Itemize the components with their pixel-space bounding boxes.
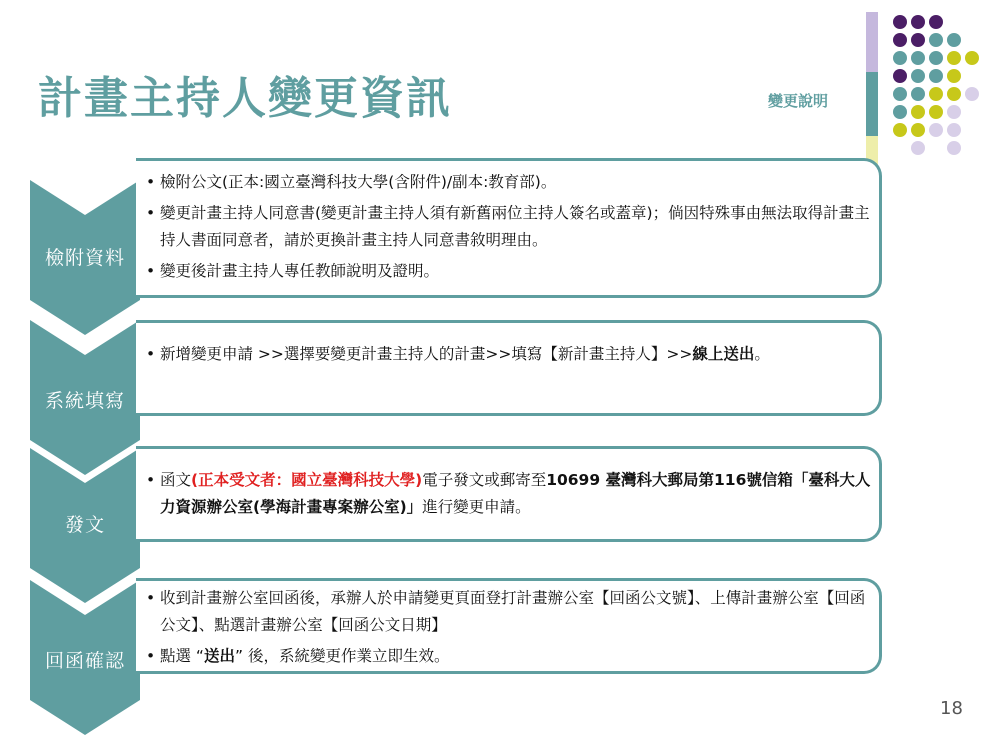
list-item — [146, 643, 871, 670]
list-item: • 收到計畫辦公室回函後，承辦人於申請變更頁面登打計畫辦公室【回函公文號】、上傳計畫辦公室【回函公文】、點選計畫辦公室【回函公文日期】 — [146, 585, 871, 639]
item-text: 電子發文或郵寄至 — [422, 471, 547, 489]
item-text: 進行變更申請。 — [422, 498, 531, 516]
decorative-dot-grid — [890, 14, 990, 164]
item-text: ” 後，系統變更作業立即生效。 — [234, 647, 450, 665]
decor-bar-lavender — [866, 12, 878, 72]
emphasis-text: 線上送出 — [692, 345, 755, 363]
step-box-3 — [136, 446, 882, 542]
item-text: 點選 “ — [160, 647, 204, 665]
list-item: • 變更計畫主持人同意書(變更計畫主持人須有新舊兩位主持人簽名或蓋章)；倘因特殊事由無法取得計畫主持人書面同意者，請於更換計畫主持人同意書敘明理由。 — [146, 200, 871, 254]
step-box-1 — [136, 158, 882, 298]
step-label-1: 檢附資料 — [44, 247, 125, 269]
list-item: • 檢附公文(正本:國立臺灣科技大學(含附件)/副本:教育部)。 — [146, 169, 871, 196]
list-item: • 變更後計畫主持人專任教師說明及證明。 — [146, 258, 871, 285]
step-label-3: 發文 — [64, 514, 105, 536]
page-title: 計畫主持人變更資訊 — [38, 73, 452, 124]
emphasis-text: 送出 — [203, 647, 235, 665]
step-box-2 — [136, 320, 882, 416]
mailing-address: 10699 臺灣科大郵局第116號信箱「臺科大人力資源辦公室(學海計畫專案辦公室)」 — [160, 471, 871, 516]
step-label-2: 系統填寫 — [44, 390, 125, 412]
item-text: 。 — [754, 345, 770, 363]
recipient-highlight: (正本受文者：國立臺灣科技大學) — [191, 471, 423, 489]
item-text: 新增變更申請 >>選擇要變更計畫主持人的計畫>>填寫【新計畫主持人】>> — [160, 345, 693, 363]
list-item — [146, 341, 871, 368]
step-label-4: 回函確認 — [44, 650, 125, 672]
page-number: 18 — [940, 698, 963, 719]
item-text: 函文 — [160, 471, 192, 489]
page-subtitle: 變更說明 — [768, 92, 829, 110]
step-box-4 — [136, 578, 882, 674]
decor-bar-teal — [866, 72, 878, 136]
list-item — [146, 467, 871, 521]
